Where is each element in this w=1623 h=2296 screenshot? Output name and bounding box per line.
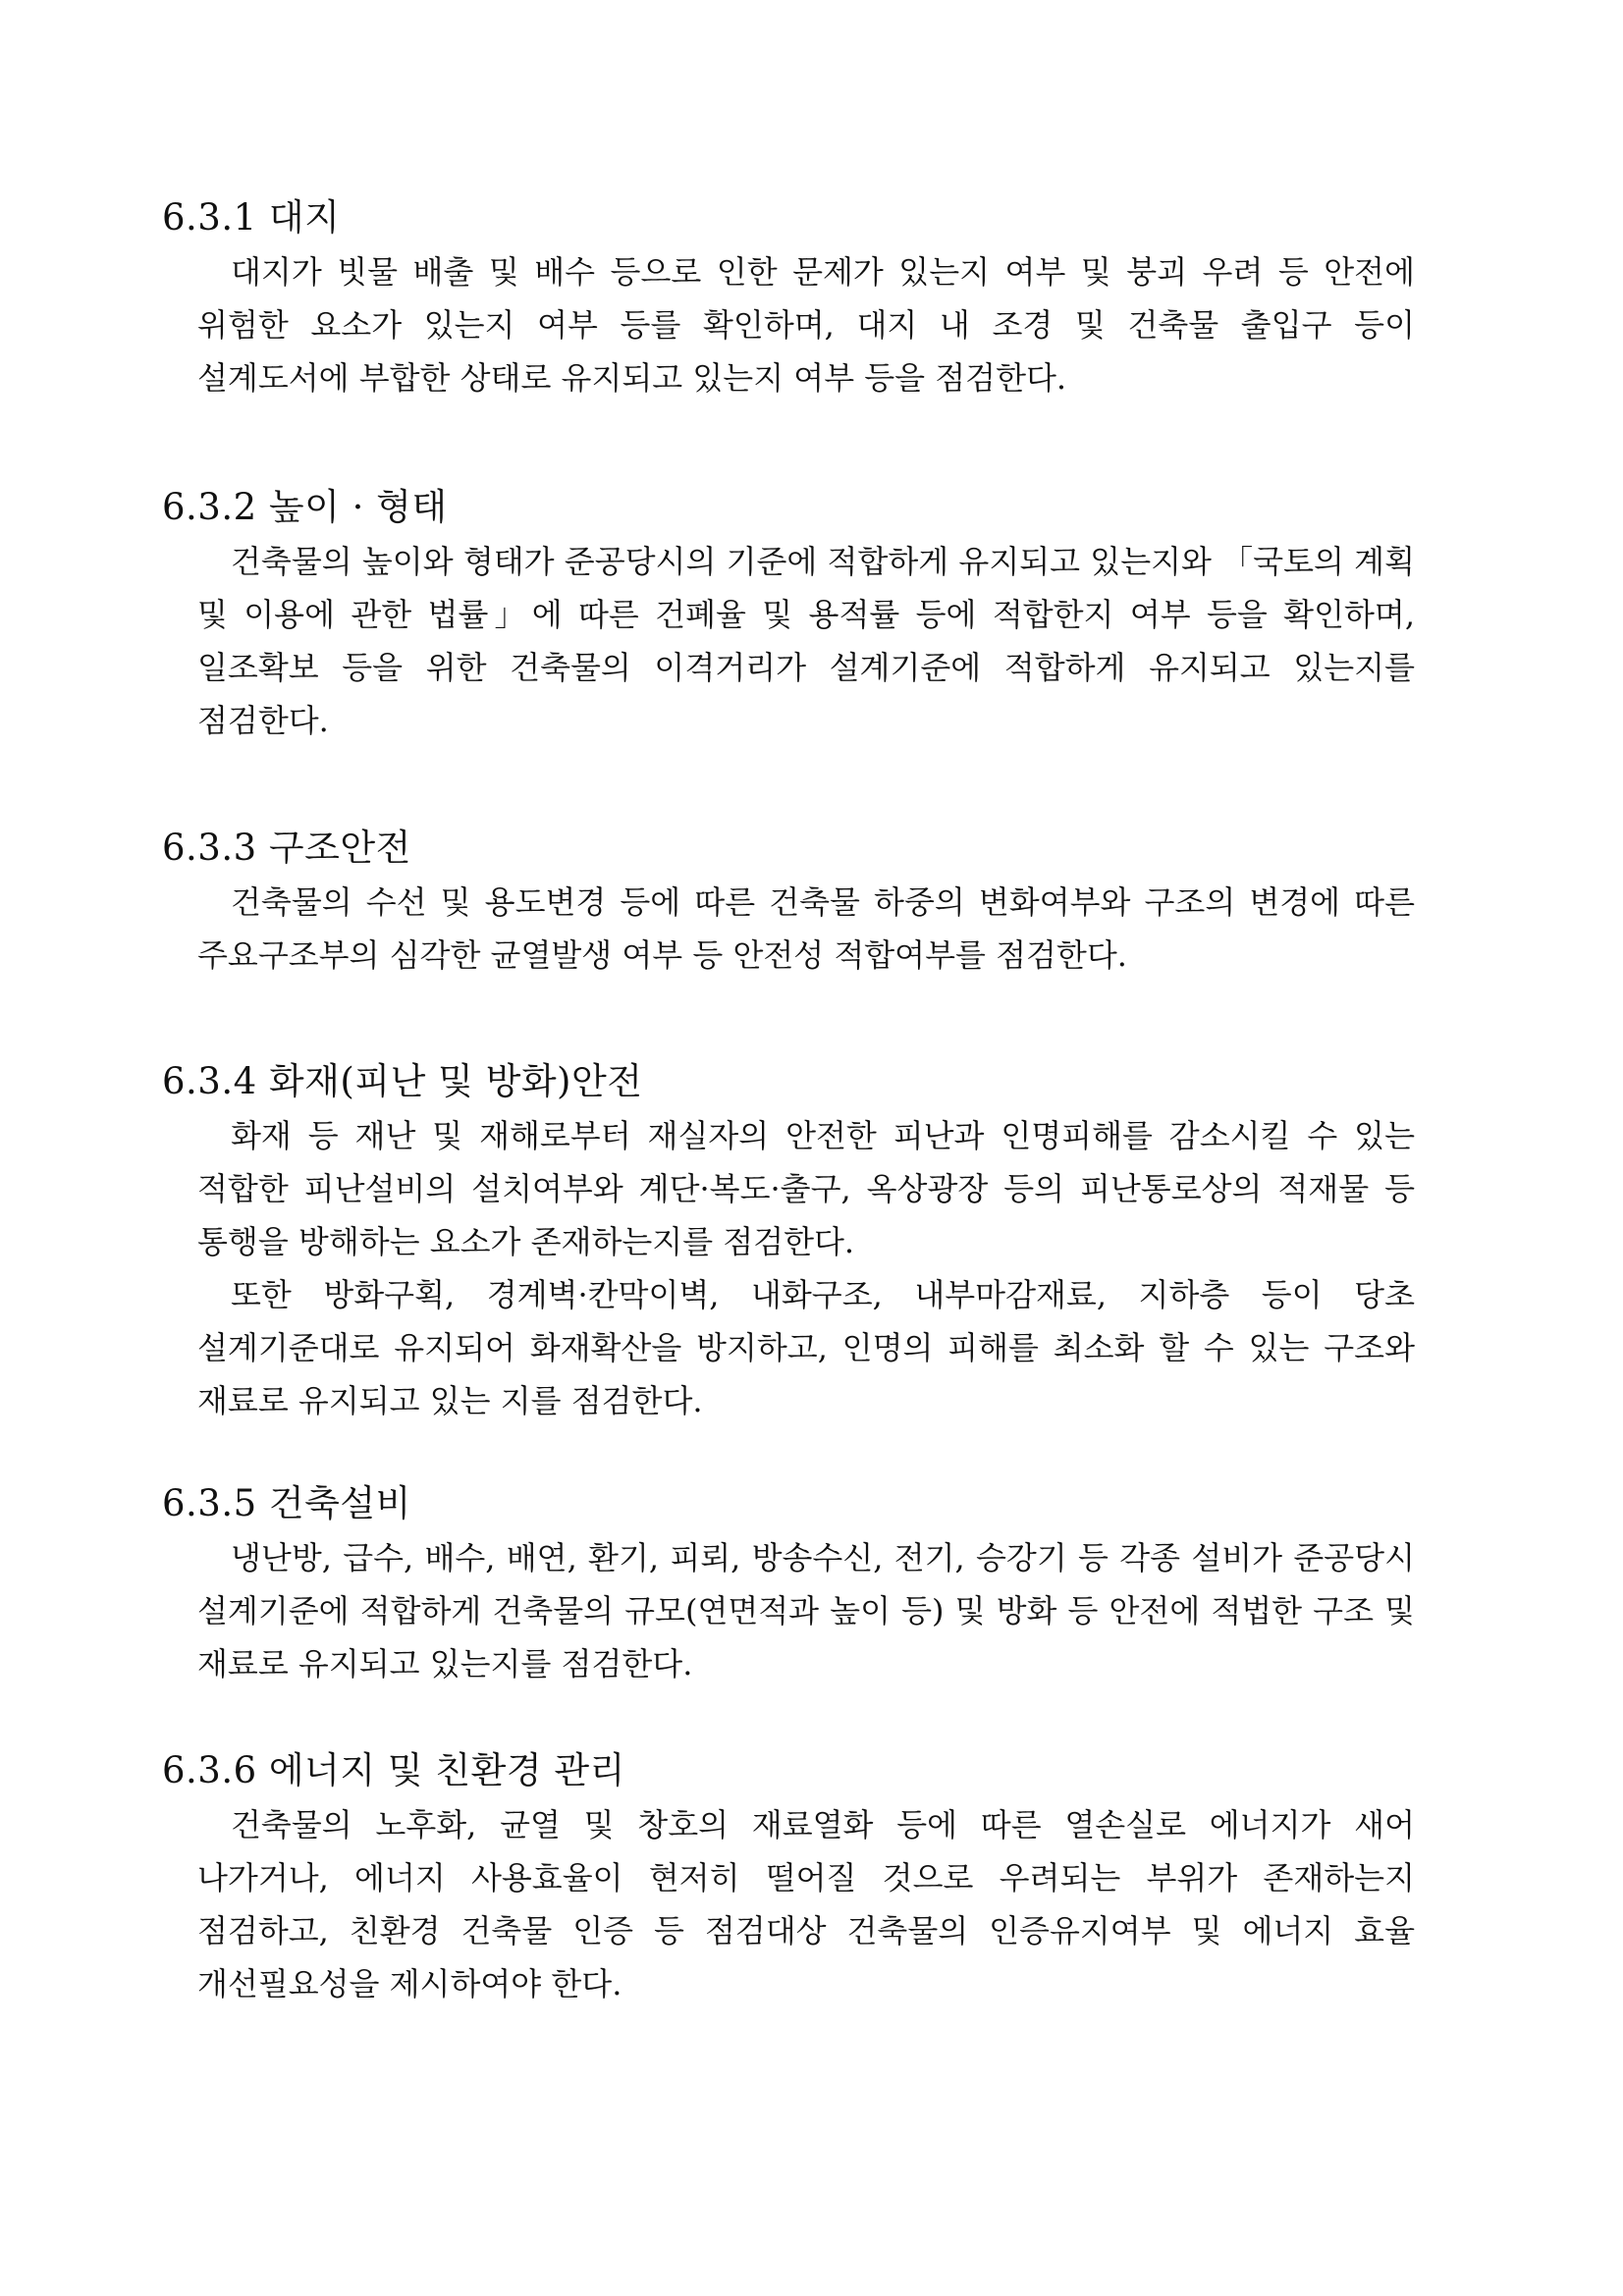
section-heading: 6.3.6 에너지 및 친환경 관리 [162,1749,625,1791]
section-paragraph: 건축물의 높이와 형태가 준공당시의 기준에 적합하게 유지되고 있는지와 「국토의 계획 및 이용에 관한 법률」에 따른 건폐율 및 용적률 등에 적합한지 여부 등을 확인하며, 일조확보 등을 위한 건축물의 이격거리가 설계기준에 적합하게 유지되고 있는지를 점검한다. [197,543,1415,739]
section-heading: 6.3.2 높이 · 형태 [162,486,448,528]
section-6-3-6 [162,1749,1414,2010]
section-heading: 6.3.4 화재(피난 및 방화)안전 [162,1060,643,1102]
section-6-3-3 [162,827,1414,982]
section-heading: 6.3.3 구조안전 [162,827,411,869]
section-heading: 6.3.1 대지 [162,196,341,239]
section-6-3-5 [162,1482,1414,1690]
section-paragraph: 또한 방화구획, 경계벽·칸막이벽, 내화구조, 내부마감재료, 지하층 등이 당초 설계기준대로 유지되어 화재확산을 방지하고, 인명의 피해를 최소화 할 수 있는 구조와 재료로 유지되고 있는 지를 점검한다. [197,1276,1415,1419]
section-paragraph: 건축물의 노후화, 균열 및 창호의 재료열화 등에 따른 열손실로 에너지가 새어 나가거나, 에너지 사용효율이 현저히 떨어질 것으로 우려되는 부위가 존재하는지 점검하고, 친환경 건축물 인증 등 점검대상 건축물의 인증유지여부 및 에너지 효율 개선필요성을 제시하여야 한다. [197,1806,1415,2002]
section-6-3-4 [162,1060,1414,1427]
section-6-3-1 [162,196,1414,404]
section-heading: 6.3.5 건축설비 [162,1482,411,1524]
section-paragraph: 건축물의 수선 및 용도변경 등에 따른 건축물 하중의 변화여부와 구조의 변경에 따른 주요구조부의 심각한 균열발생 여부 등 안전성 적합여부를 점검한다. [197,883,1415,974]
section-paragraph: 대지가 빗물 배출 및 배수 등으로 인한 문제가 있는지 여부 및 붕괴 우려 등 안전에 위험한 요소가 있는지 여부 등를 확인하며, 대지 내 조경 및 건축물 출입구 등이 설계도서에 부합한 상태로 유지되고 있는지 여부 등을 점검한다. [197,253,1415,397]
section-6-3-2 [162,486,1414,747]
section-paragraph: 화재 등 재난 및 재해로부터 재실자의 안전한 피난과 인명피해를 감소시킬 수 있는 적합한 피난설비의 설치여부와 계단·복도·출구, 옥상광장 등의 피난통로상의 적재물 등 통행을 방해하는 요소가 존재하는지를 점검한다. [197,1117,1415,1260]
section-paragraph: 냉난방, 급수, 배수, 배연, 환기, 피뢰, 방송수신, 전기, 승강기 등 각종 설비가 준공당시 설계기준에 적합하게 건축물의 규모(연면적과 높이 등) 및 방화 등 안전에 적법한 구조 및 재료로 유지되고 있는지를 점검한다. [197,1539,1415,1682]
